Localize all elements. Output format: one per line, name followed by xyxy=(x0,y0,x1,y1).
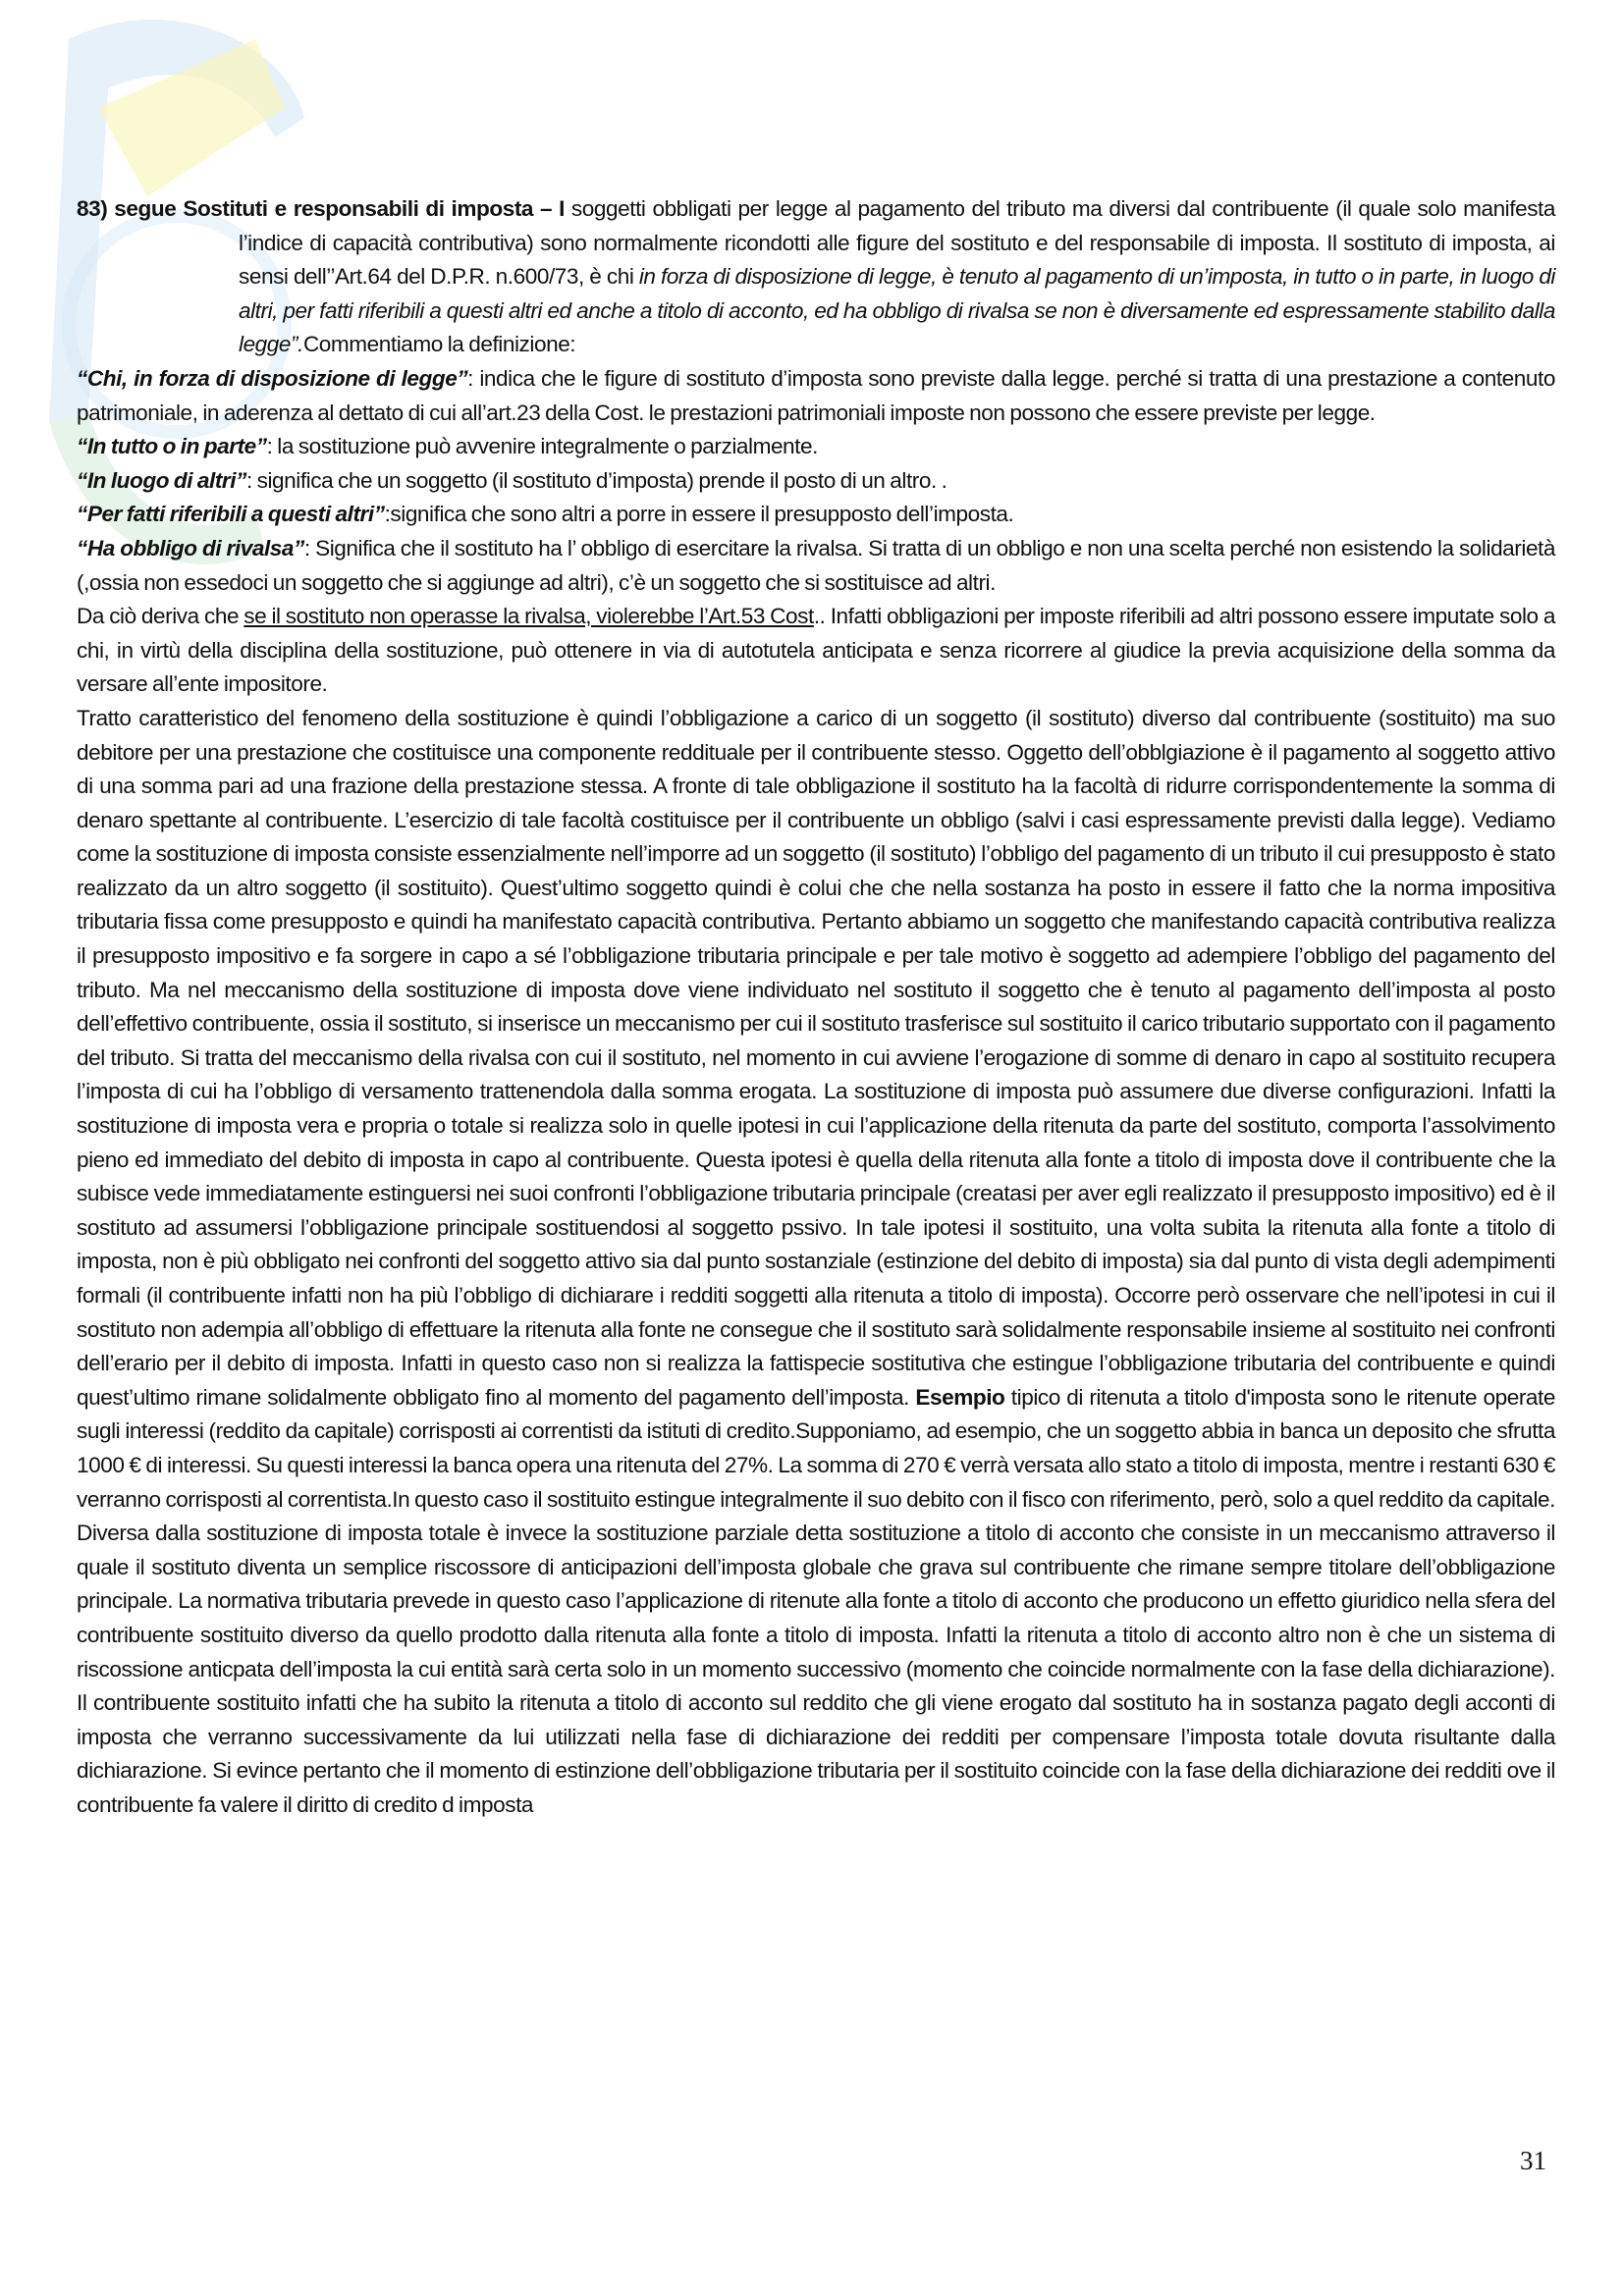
body-text: Tratto caratteristico del fenomeno della sostituzione è quindi l’obbligazione a carico di un soggetto (il sostituto) diverso dal contribuente (sostituito) ma suo debitore per una prestazione che costituisce una componente reddituale per il contribuente stesso. Oggetto dell’obblgiazione è il pagamento al soggetto attivo di una somma pari ad una frazione della prestazione stessa. A fronte di tale obbligazione il sostituto ha la facoltà di ridurre corrispondentemente la somma di denaro spettante al contribuente. L’esercizio di tale facoltà costituisce per il contribuente un obbligo (salvi i casi espressamente previsti dalla legge). Vediamo come la sostituzione di imposta consiste essenzialmente nell’imporre ad un soggetto (il sostituto) l’obbligo del pagamento di un tributo il cui presupposto è stato realizzato da un altro soggetto (il sostituito). Quest’ultimo soggetto quindi è colui che che nella sostanza ha posto in essere il fatto che la norma impositiva tributaria fissa come presupposto e quindi ha manifestato capacità contributiva. Pertanto abbiamo un soggetto che manifestando capacità contributiva realizza il presupposto impositivo e fa sorgere in capo a sé l’obbligazione tributaria principale e per tale motivo è soggetto ad adempiere l’obbligo del pagamento del tributo. Ma nel meccanismo della sostituzione di imposta dove viene individuato nel sostituto il soggetto che è tenuto al pagamento dell’imposta al posto dell’effettivo contribuente, ossia il sostituto, si inserisce un meccanismo per cui il sostituto trasferisce sul sostituito il carico tributario supportato con il pagamento del tributo. Si tratta del meccanismo della rivalsa con cui il sostituto, nel momento in cui avviene l’erogazione di somme di denaro in capo al sostituito recupera l’imposta di cui ha l’obbligo di versamento trattenendola dalla somma erogata. La sostituzione di imposta può assumere due diverse configurazioni. Infatti la sostituzione di imposta vera e propria o totale si realizza solo in quelle ipotesi in cui l’applicazione della ritenuta da parte del sostituto, comporta l’assolvimento pieno ed immediato del debito di imposta in capo al contribuente. Questa ipotesi è quella della ritenuta alla fonte a titolo di imposta dove il contribuente che la subisce vede immediatamente estinguersi nei suoi confronti l’obbligazione tributaria principale (creatasi per aver egli realizzato il presupposto impositivo) ed è il sostituto ad assumersi l’obbligazione principale sostituendosi al soggetto pssivo. In tale ipotesi il sostituito, una volta subita la ritenuta alla fonte a titolo di imposta, non è più obbligato nei confronti del soggetto attivo sia dal punto sostanziale (estinzione del debito di imposta) sia dal punto di vista degli adempimenti formali (il contribuente infatti non ha più l’obbligo di dichiarare i redditi soggetti alla ritenuta a titolo di imposta). Occorre però osservare che nell’ipotesi in cui il sostituto non adempia all’obbligo di effettuare la ritenuta alla fonte ne consegue che il sostituto sarà solidalmente responsabile insieme al sostituito nei confronti dell’erario per il debito di imposta. Infatti in questo caso non si realizza la fattispecie sostitutiva che estingue l’obbligazione tributaria del contribuente e quindi quest’ultimo rimane solidalmente obbligato fino al momento del pagamento dell’imposta. xyxy=(77,705,1555,1410)
definition-quote: in forza di disposizione di legge, è tenuto al pagamento di un’imposta, in tutto o in parte, in luogo di altri, per fatti riferibili a questi altri ed anche a titolo di acconto, ed ha obbligo di rivalsa se non è diversamente ed espressamente stabilito dalla legge”. xyxy=(239,264,1556,357)
derivation-paragraph xyxy=(77,600,1555,702)
definition-text: : significa che un soggetto (il sostituto d’imposta) prende il posto di un altro. . xyxy=(245,467,947,493)
example-label: Esempio xyxy=(915,1384,1005,1410)
definition-term: “In luogo di altri” xyxy=(77,467,246,493)
body-text-end: tipico di ritenuta a titolo d'imposta sono le ritenute operate sugli interessi (reddito da capitale) corrisposti ai correntisti da istituti di credito.Supponiamo, ad esempio, che un soggetto abbia in banca un deposito che sfrutta 1000 € di interessi. Su questi interessi la banca opera una ritenuta del 27%. La somma di 270 € verrà versata allo stato a titolo di imposta, mentre i restanti 630 € verranno corrisposti al correntista.In questo caso il sostituito estingue integralmente il suo debito con il fisco con riferimento, però, solo a quel reddito da capitale. Diversa dalla sostituzione di imposta totale è invece la sostituzione parziale detta sostituzione a titolo di acconto che consiste in un meccanismo attraverso il quale il sostituto diventa un semplice riscossore di anticipazioni dell’imposta globale che grava sul contribuente che rimane sempre titolare dell’obbligazione principale. La normativa tributaria prevede in questo caso l’applicazione di ritenute alla fonte a titolo di acconto che producono un effetto giuridico nella sfera del contribuente sostituito diverso da quello prodotto dalla ritenuta alla fonte a titolo di imposta. Infatti la ritenuta a titolo di acconto altro non è che un sistema di riscossione anticpata dell’imposta la cui entità sarà certa solo in un momento successivo (momento che coincide normalmente con la fase della dichiarazione). Il contribuente sostituito infatti che ha subito la ritenuta a titolo di acconto sul reddito che gli viene erogato dal sostituto ha in sostanza pagato degli acconti di imposta che verranno successivamente da lui utilizzati nella fase di dichiarazione dei redditi per compensare l’imposta totale dovuta risultante dalla dichiarazione. Si evince pertanto che il momento di estinzione dell’obbligazione tributaria per il sostituito coincide con la fase della dichiarazione dei redditi ove il contribuente fa valere il diritto di credito d imposta xyxy=(77,1384,1555,1817)
definition-item xyxy=(77,430,1555,464)
section-title: 83) segue Sostituti e responsabili di imposta – I xyxy=(77,196,565,221)
definition-item xyxy=(77,362,1555,430)
definition-term: “In tutto o in parte” xyxy=(77,434,267,459)
derivation-text-end: .. Infatti obbligazioni per imposte riferibili ad altri possono essere imputate solo a chi, in virtù della disciplina della sostituzione, può ottenere in via di autotutela anticipata e senza ricorrere al giudice la previa acquisizione della somma da versare all’ente impositore. xyxy=(77,604,1555,697)
definition-item xyxy=(77,498,1555,532)
definition-term: “Per fatti riferibili a questi altri” xyxy=(77,502,385,527)
definition-item xyxy=(77,464,1555,499)
definition-item xyxy=(77,532,1555,600)
definition-term: “Ha obbligo di rivalsa” xyxy=(77,535,304,561)
definition-text: : indica che le figure di sostituto d’imposta sono previste dalla legge. perché si tratta di una prestazione a contenuto patrimoniale, in aderenza al dettato di cui all’art.23 della Cost. le prestazioni patrimoniali imposte non possono che essere previste per legge. xyxy=(77,365,1555,425)
definition-text: : la sostituzione può avvenire integralmente o parzialmente. xyxy=(266,434,818,459)
section-heading-paragraph xyxy=(77,192,1555,362)
definition-text: :significa che sono altri a porre in essere il presupposto dell’imposta. xyxy=(384,502,1014,527)
page-number: 31 xyxy=(1520,2146,1546,2175)
definition-text: : Significa che il sostituto ha l’ obbligo di esercitare la rivalsa. Si tratta di un obbligo e non una scelta perché non esistendo la solidarietà (,ossia non essedoci un soggetto che si aggiunge ad altri), c’è un soggetto che si sostituisce ad altri. xyxy=(77,535,1555,595)
derivation-text: Da ciò deriva che xyxy=(77,604,244,629)
derivation-underlined: se il sostituto non operasse la rivalsa, violerebbe l’Art.53 Cost xyxy=(243,604,814,629)
intro-text: soggetti obbligati per legge al pagamento del tributo ma diversi dal contribuente (il quale solo manifesta l’indice di capacità contributiva) sono normalmente ricondotti alle figure del sostituto e del responsabile di imposta. Il sostituto di imposta, ai sensi dell’’Art.64 del D.P.R. n.600/73, è chi xyxy=(239,196,1555,290)
intro-text-end: Commentiamo la definizione: xyxy=(302,332,576,357)
body-paragraph xyxy=(77,702,1555,1823)
definition-term: “Chi, in forza di disposizione di legge” xyxy=(77,365,468,391)
document-body xyxy=(77,192,1555,1823)
